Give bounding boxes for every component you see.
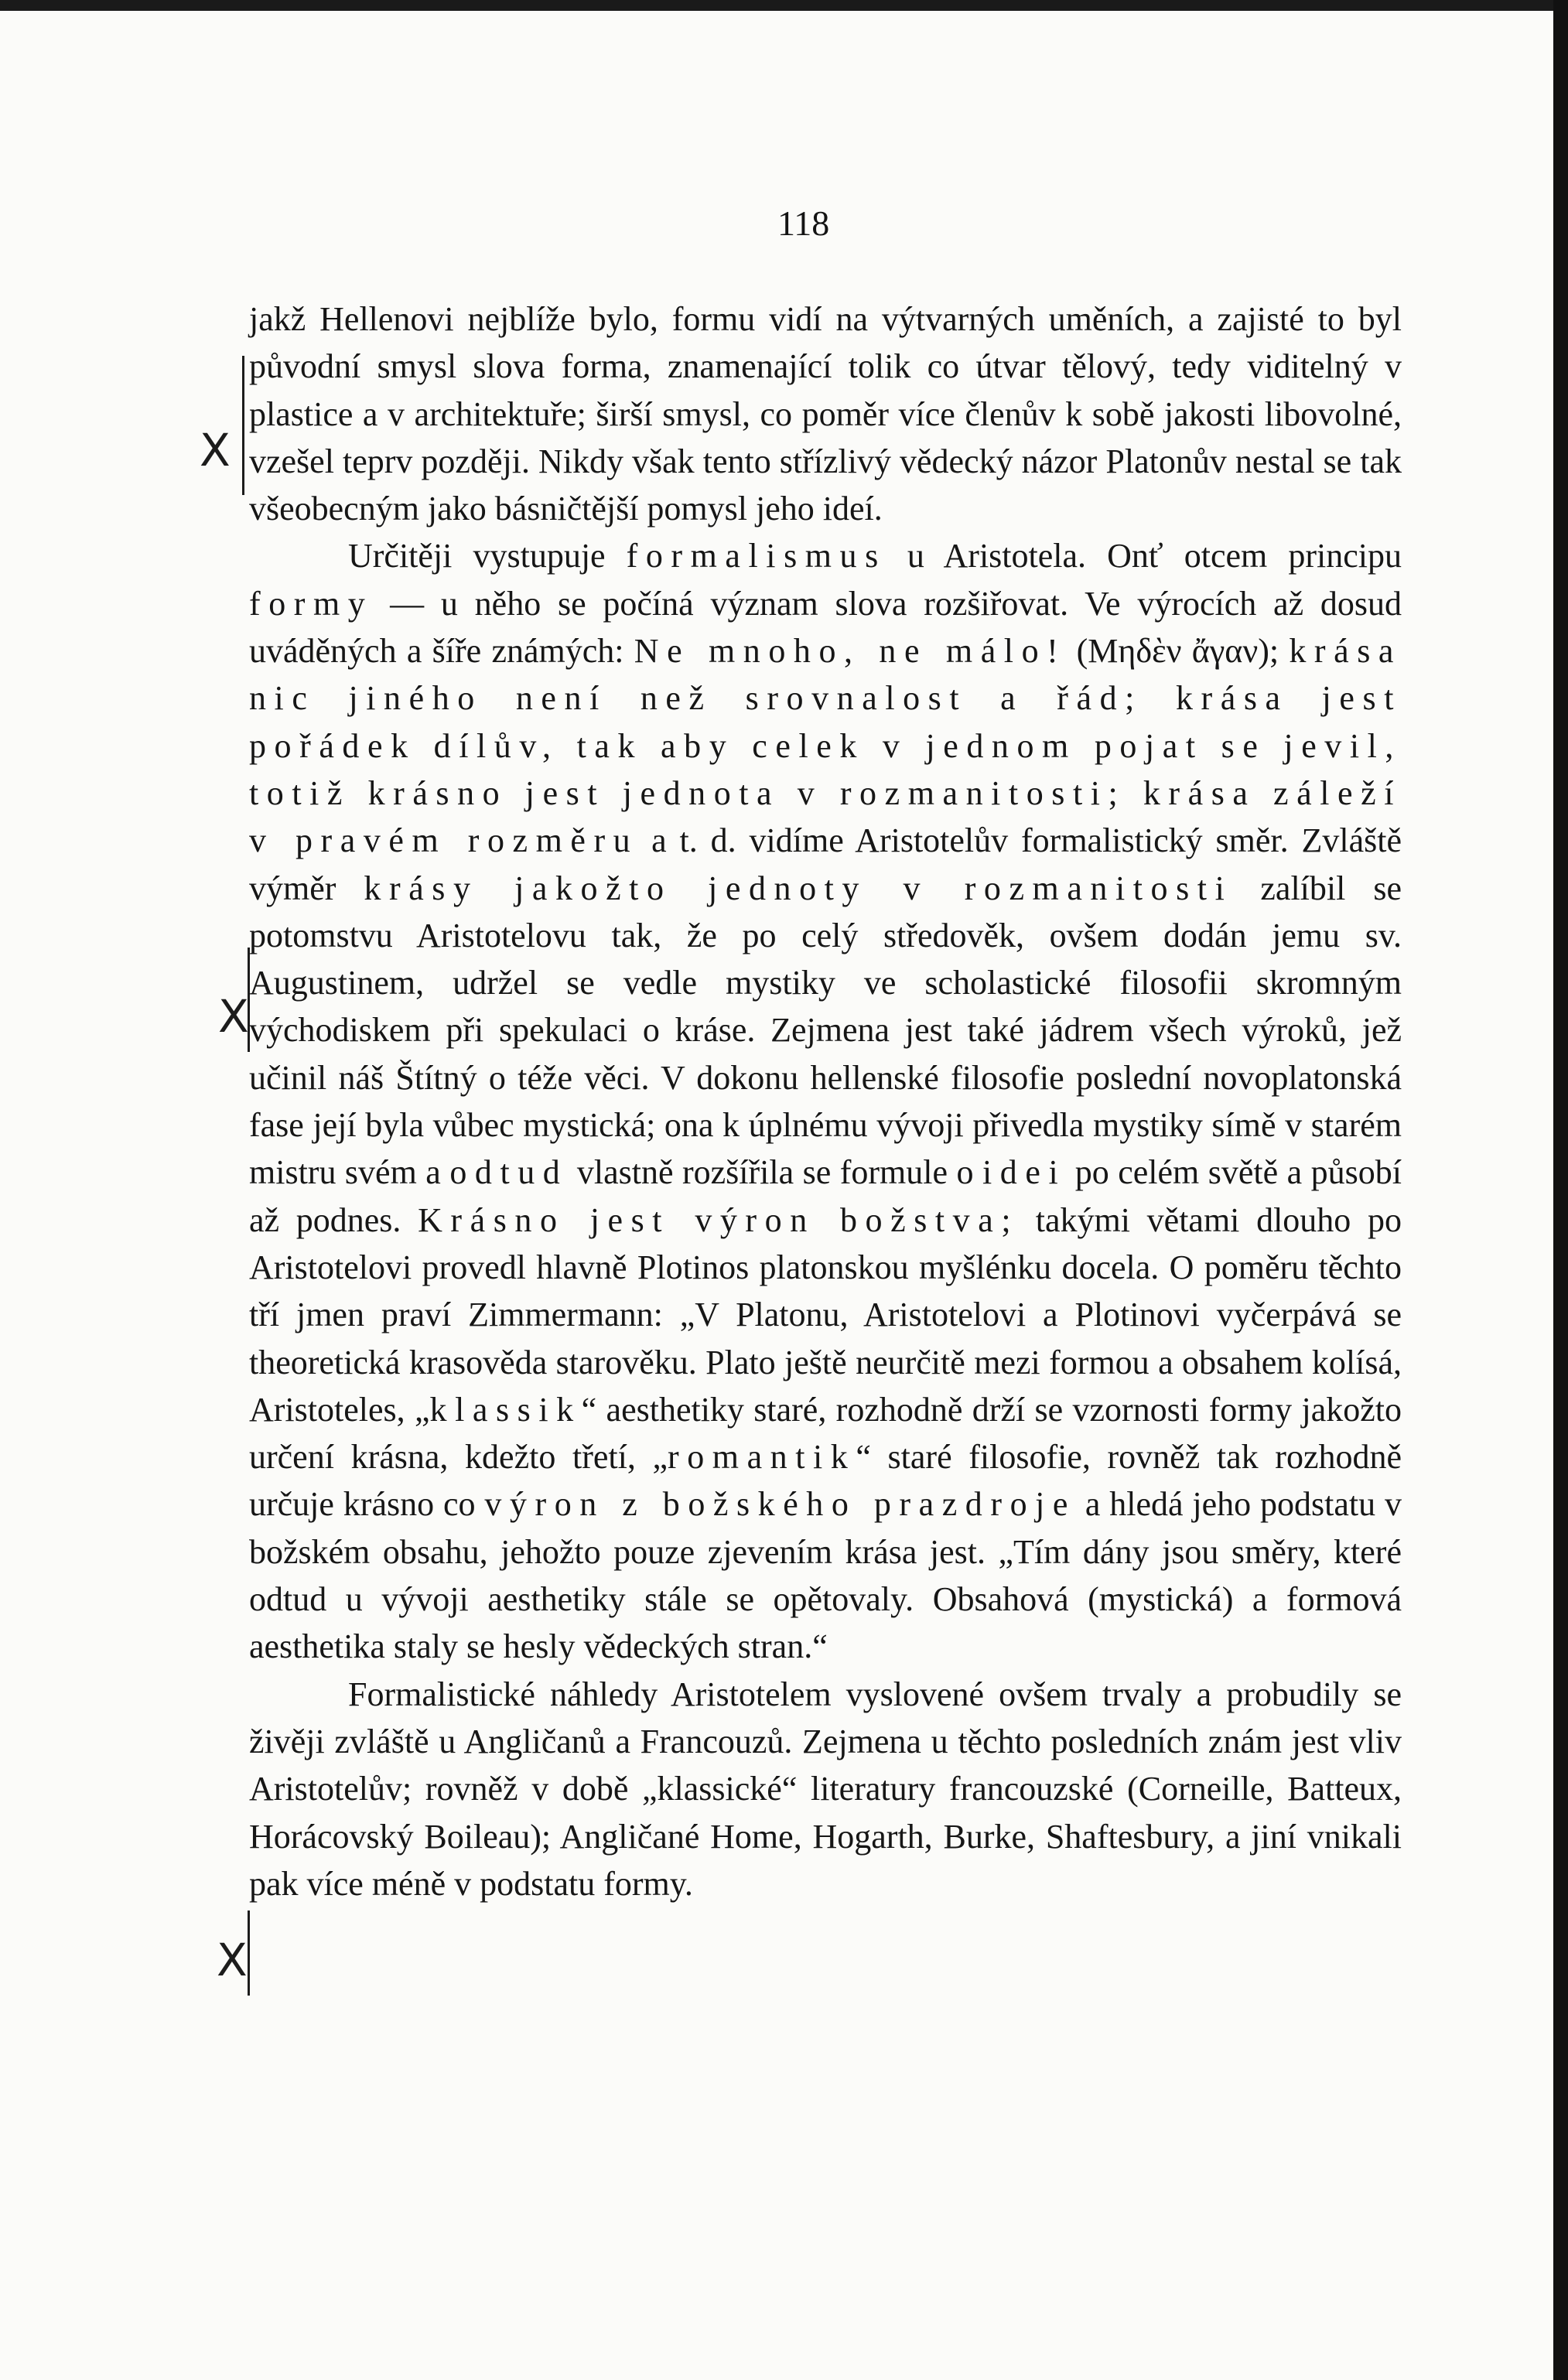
paragraph-3 [249, 1671, 1402, 1907]
text-run: Určitěji vystupuje [348, 537, 627, 575]
emphasis-text: idei [982, 1153, 1067, 1192]
text-run: po celém světě a působí až podnes. [249, 1153, 1402, 1239]
margin-line-1 [242, 356, 244, 495]
emphasis-text: krásy jakožto jednoty v rozmanitosti [364, 869, 1233, 907]
paragraph-2 [249, 532, 1402, 1670]
text-run: takými větami dlouho po Aristotelovi provedl hlavně Plotinos platonskou myšlénku docela. O poměru těchto tří jmen praví Zimmermann: „V Platonu, Aristotelovi a Plotinovi vyčerpává se theoretická krasověda starověku. Plato ještě neurčitě mezi formou a obsahem kolísá, Aristoteles, „ [249, 1200, 1402, 1429]
text-run: a hledá jeho podstatu v božském obsahu, jehožto pouze zjevením krása jest. „Tím dány jsou směry, které odtud u vývoji aesthetiky stále se opětovaly. Obsahová (mystická) a formová aesthetika staly se hesly vědeckých stran.“ [249, 1485, 1402, 1666]
text-run: “ aesthetiky staré, rozhodně drží se vzornosti formy jakožto určení krásna, kdežto třetí, „ [249, 1390, 1402, 1477]
margin-line-3 [248, 1910, 250, 1996]
emphasis-text: Krásno jest výron božstva; [418, 1200, 1020, 1239]
margin-mark-3: X [217, 1934, 248, 1986]
emphasis-text: krása nic jiného není než srovnalost a řád; krása jest pořádek dílův, tak aby celek v jednom pojat se jevil, totiž krásno jest jednota v rozmanitosti; krása záleží v pravém rozměru [249, 632, 1402, 860]
text-run: vlastně rozšířila se formule o [568, 1153, 983, 1192]
paragraph-1 [249, 295, 1402, 532]
text-run: — u něho se počíná význam slova rozšiřovat. Ve výrocích až dosud uváděných a šíře známých: [249, 584, 1402, 671]
margin-mark-2: X [218, 990, 249, 1043]
text-run: u Aristotela. Onť otcem principu [886, 537, 1402, 575]
text-run: a t. d. vidíme Aristotelův formalistický směr. Zvláště výměr [249, 821, 1402, 907]
text-run: zalíbil se potomstvu Aristotelovu tak, že po celý středověk, ovšem dodán jemu sv. Augustinem, udržel se vedle mystiky ve scholastické filosofii skromným východiskem při spekulaci o kráse. Zejmena jest také jádrem všech výroků, jež učinil náš Štítný o téže věci. V dokonu hellenské filosofie poslední novoplatonská fase její byla vůbec mystická; ona k úplnému vývoji přivedla mystiky símě v starém mistru svém a [249, 869, 1402, 1192]
text-run: (Μηδὲν ἄγαν); [1066, 632, 1290, 671]
body-text [249, 295, 1402, 1907]
text-run: jakž Hellenovi nejblíže bylo, formu vidí na výtvarných uměních, a zajisté to byl původní smysl slova forma, znamenající tolik co útvar tělový, tedy viditelný v plastice a v architektuře; širší smysl, co poměr více členův k sobě jakosti libovolné, vzešel teprv později. Nikdy však tento střízlivý vědecký názor Platonův nestal se tak všeobecným jako básničtější pomysl jeho ideí. [249, 300, 1402, 528]
scan-edge-top [0, 0, 1568, 11]
emphasis-text: výron z božského prazdroje [484, 1485, 1077, 1524]
emphasis-text: odtud [449, 1153, 569, 1192]
scan-edge-right [1553, 0, 1568, 2380]
emphasis-text: formalismus [626, 537, 886, 575]
page-number: 118 [777, 203, 830, 243]
emphasis-text: klassik [429, 1390, 582, 1429]
emphasis-text: formy [249, 584, 374, 623]
emphasis-text: Ne mnoho, ne málo! [634, 632, 1067, 671]
text-run: “ staré filosofie, rovněž tak rozhodně určuje krásno co [249, 1438, 1402, 1524]
margin-mark-1: X [200, 424, 231, 476]
emphasis-text: romantik [668, 1438, 856, 1477]
text-run: Formalistické náhledy Aristotelem vyslovené ovšem trvaly a probudily se živěji zvláště u Angličanů a Francouzů. Zejmena u těchto posledních znám jest vliv Aristotelův; rovněž v době „klassické“ literatury francouzské (Corneille, Batteux, Horácovský Boileau); Angličané Home, Hogarth, Burke, Shaftesbury, a jiní vnikali pak více méně v podstatu formy. [249, 1675, 1402, 1903]
